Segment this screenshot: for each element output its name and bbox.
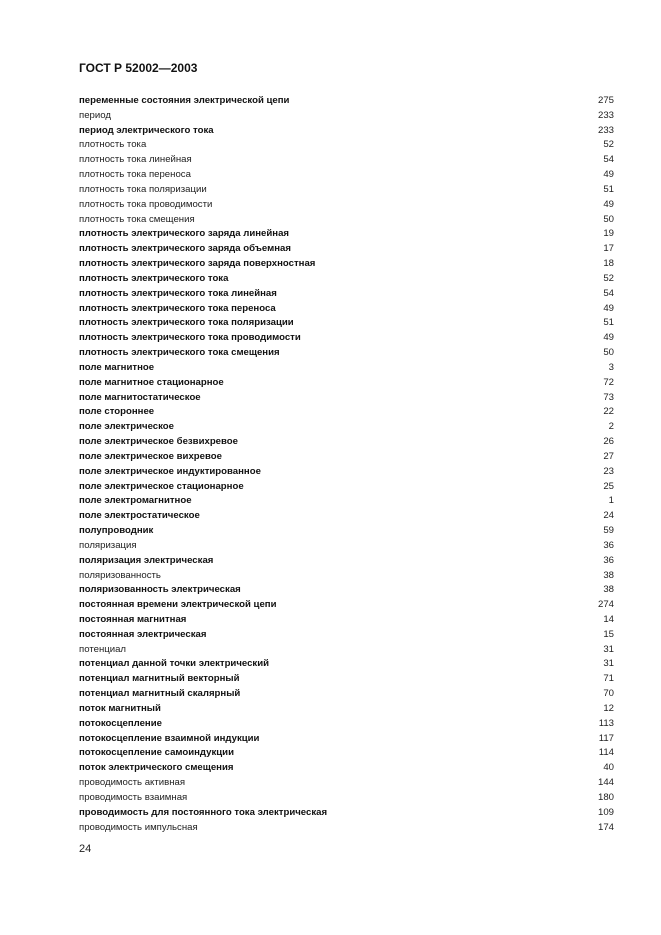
entry-page: 174: [597, 821, 614, 833]
index-entry: [79, 94, 614, 109]
entry-term: постоянная электрическая: [79, 628, 207, 640]
entry-term: потокосцепление самоиндукции: [79, 747, 234, 759]
entry-term: поле магнитостатическое: [79, 391, 201, 403]
index-entry: [79, 806, 614, 821]
entry-page: 72: [603, 376, 614, 388]
entry-term: поле электрическое вихревое: [79, 450, 222, 462]
entry-page: 26: [603, 436, 614, 448]
index-entry: [79, 376, 614, 391]
index-entry: [79, 776, 614, 791]
index-entry: [79, 569, 614, 584]
entry-term: переменные состояния электрической цепи: [79, 95, 290, 106]
entry-term: плотность тока смещения: [79, 213, 195, 225]
entry-term: поток магнитный: [79, 702, 161, 714]
index-entry: [79, 405, 614, 420]
document-header: ГОСТ Р 52002—2003: [79, 61, 198, 75]
entry-page: 22: [603, 406, 614, 418]
entry-term: плотность электрического заряда объемная: [79, 243, 291, 255]
index-entry: [79, 287, 614, 302]
entry-page: 2: [608, 421, 614, 433]
index-entry: [79, 361, 614, 376]
index-entry: [79, 435, 614, 450]
entry-page: 114: [598, 747, 614, 759]
index-entry: [79, 109, 614, 124]
entry-term: потенциал магнитный векторный: [79, 673, 240, 685]
entry-page: 275: [597, 95, 614, 106]
entry-term: поле электростатическое: [79, 510, 200, 522]
entry-term: плотность электрического тока проводимости: [79, 332, 301, 344]
index-entry: [79, 450, 614, 465]
index-entry: [79, 613, 614, 628]
entry-term: поток электрического смещения: [79, 762, 234, 774]
entry-term: потокосцепление: [79, 717, 162, 729]
entry-term: поляризация электрическая: [79, 554, 214, 566]
entry-term: проводимость импульсная: [79, 821, 198, 833]
index-entry: [79, 480, 614, 495]
entry-page: 36: [603, 554, 614, 566]
index-entry: [79, 539, 614, 554]
index-entry: [79, 465, 614, 480]
index-entry: [79, 657, 614, 672]
index-entry: [79, 672, 614, 687]
index-entry: [79, 153, 614, 168]
index-entry: [79, 138, 614, 153]
entry-page: 12: [603, 702, 614, 714]
index-entry: [79, 494, 614, 509]
entry-term: плотность тока поляризации: [79, 183, 207, 195]
entry-page: 54: [603, 287, 614, 299]
entry-term: плотность электрического тока переноса: [79, 302, 276, 314]
entry-page: 233: [597, 124, 614, 136]
entry-page: 24: [603, 510, 614, 522]
entry-page: 14: [603, 613, 614, 625]
entry-term: плотность электрического тока смещения: [79, 347, 280, 359]
entry-page: 19: [603, 228, 614, 240]
entry-term: проводимость взаимная: [79, 791, 188, 803]
entry-page: 71: [603, 673, 614, 685]
index-entry: [79, 198, 614, 213]
entry-page: 144: [597, 777, 614, 789]
index-entry: [79, 242, 614, 257]
entry-page: 51: [603, 183, 614, 195]
index-entry: [79, 554, 614, 569]
page-number: 24: [79, 843, 92, 855]
index-entry: [79, 316, 614, 331]
entry-term: постоянная времени электрической цепи: [79, 599, 277, 611]
index-entry: [79, 746, 614, 761]
entry-page: 180: [597, 791, 614, 803]
entry-page: 49: [603, 302, 614, 314]
index-entry: [79, 717, 614, 732]
entry-page: 233: [597, 109, 614, 121]
entry-term: период электрического тока: [79, 124, 214, 136]
entry-term: поле электрическое индуктированное: [79, 465, 261, 477]
entry-term: плотность электрического заряда линейная: [79, 228, 290, 240]
entry-term: плотность тока переноса: [79, 169, 191, 181]
entry-term: потенциал магнитный скалярный: [79, 688, 241, 700]
entry-page: 70: [603, 688, 614, 700]
entry-page: 3: [608, 361, 614, 373]
index-entry: [79, 391, 614, 406]
entry-term: плотность электрического тока линейная: [79, 287, 277, 299]
entry-page: 54: [603, 154, 614, 166]
entry-term: поляризованность: [79, 569, 161, 581]
index-entry: [79, 791, 614, 806]
entry-term: плотность электрического заряда поверхностная: [79, 258, 316, 270]
entry-page: 117: [598, 732, 614, 744]
entry-page: 40: [603, 762, 614, 774]
entry-term: поле магнитное стационарное: [79, 376, 224, 388]
entry-page: 31: [603, 658, 614, 670]
index-entry: [79, 598, 614, 613]
index-entry: [79, 302, 614, 317]
entry-term: плотность электрического тока: [79, 272, 229, 284]
entry-page: 38: [603, 569, 614, 581]
index-entry: [79, 524, 614, 539]
entry-page: 17: [603, 243, 614, 255]
entry-term: период: [79, 109, 111, 121]
entry-page: 274: [597, 599, 614, 611]
entry-term: поляризация: [79, 539, 137, 551]
entry-term: проводимость активная: [79, 777, 186, 789]
index-entry: [79, 331, 614, 346]
entry-page: 31: [603, 643, 614, 655]
entry-page: 50: [603, 347, 614, 359]
entry-page: 25: [603, 480, 614, 492]
index-entry: [79, 687, 614, 702]
index-entry: [79, 732, 614, 747]
index-entry: [79, 346, 614, 361]
entry-term: поляризованность электрическая: [79, 584, 241, 596]
entry-page: 109: [597, 806, 614, 818]
entry-term: потенциал данной точки электрический: [79, 658, 270, 670]
index-entry: [79, 761, 614, 776]
entry-term: полупроводник: [79, 525, 154, 537]
entry-term: поле электрическое: [79, 421, 174, 433]
entry-term: постоянная магнитная: [79, 613, 187, 625]
entry-page: 49: [603, 198, 614, 210]
entry-page: 73: [603, 391, 614, 403]
index-entry: [79, 628, 614, 643]
entry-term: поле электрическое стационарное: [79, 480, 244, 492]
entry-page: 36: [603, 539, 614, 551]
entry-page: 113: [598, 717, 614, 729]
index-entry: [79, 227, 614, 242]
index-entry: [79, 420, 614, 435]
index-entry: [79, 257, 614, 272]
entry-page: 15: [603, 628, 614, 640]
entry-term: потокосцепление взаимной индукции: [79, 732, 260, 744]
entry-page: 23: [603, 465, 614, 477]
index-entry: [79, 183, 614, 198]
entry-page: 49: [603, 332, 614, 344]
index-entry: [79, 702, 614, 717]
index-list: [79, 94, 614, 835]
entry-term: поле магнитное: [79, 361, 155, 373]
index-entry: [79, 509, 614, 524]
entry-page: 18: [603, 258, 614, 270]
index-entry: [79, 643, 614, 658]
index-entry: [79, 272, 614, 287]
index-entry: [79, 583, 614, 598]
index-entry: [79, 168, 614, 183]
index-entry: [79, 124, 614, 139]
entry-term: поле электрическое безвихревое: [79, 436, 238, 448]
entry-term: плотность тока проводимости: [79, 198, 213, 210]
entry-term: потенциал: [79, 643, 127, 655]
entry-term: плотность электрического тока поляризации: [79, 317, 294, 329]
entry-page: 1: [608, 495, 614, 507]
entry-page: 52: [603, 139, 614, 151]
entry-term: плотность тока линейная: [79, 154, 192, 166]
entry-term: плотность тока: [79, 139, 147, 151]
entry-page: 50: [603, 213, 614, 225]
entry-term: поле электромагнитное: [79, 495, 192, 507]
entry-term: поле стороннее: [79, 406, 155, 418]
entry-page: 59: [603, 525, 614, 537]
entry-page: 51: [603, 317, 614, 329]
entry-page: 27: [603, 450, 614, 462]
entry-term: проводимость для постоянного тока электрическая: [79, 806, 328, 818]
entry-page: 52: [603, 272, 614, 284]
entry-page: 38: [603, 584, 614, 596]
index-entry: [79, 213, 614, 228]
index-entry: [79, 821, 614, 836]
entry-page: 49: [603, 169, 614, 181]
